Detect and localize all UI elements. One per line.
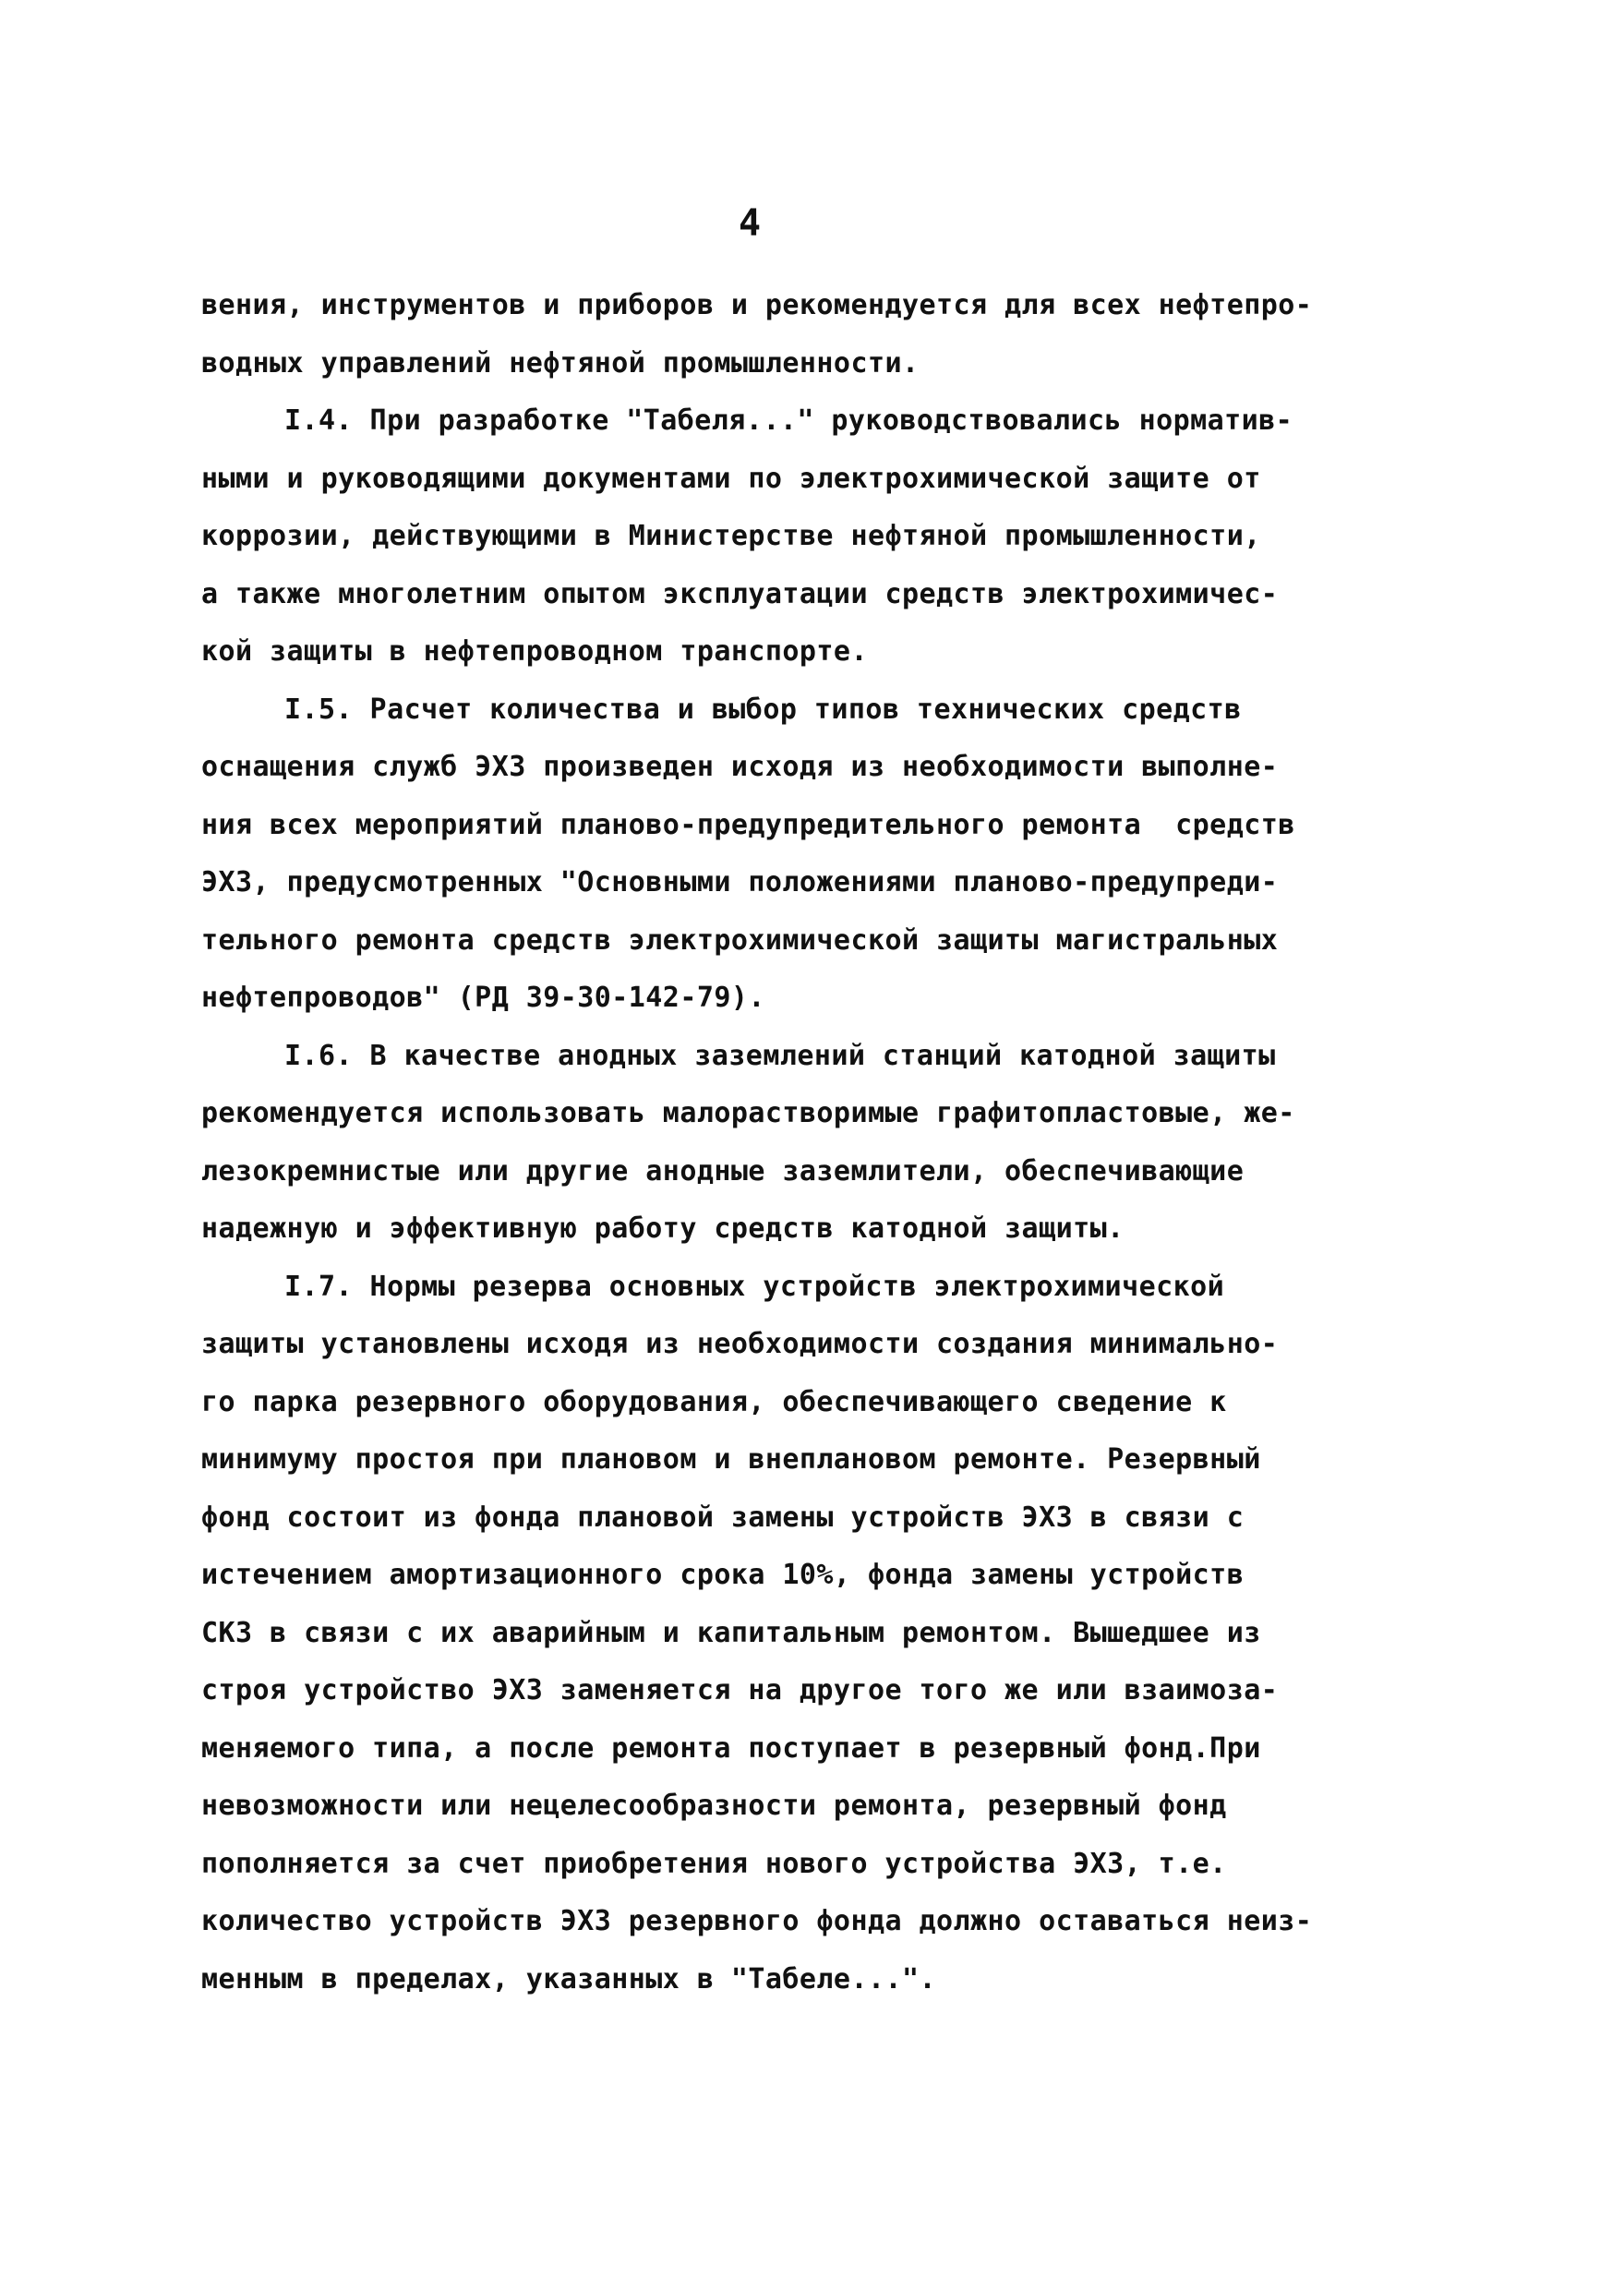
text-line: истечением амортизационного срока 10%, фонда замены устройств: [201, 1559, 1245, 1591]
paragraph-1-7-start: I.7. Нормы резерва основных устройств электрохимической: [284, 1270, 1225, 1303]
text-line: нефтепроводов" (РД 39-30-142-79).: [201, 982, 765, 1014]
text-line: невозможности или нецелесообразности ремонта, резервный фонд: [201, 1790, 1227, 1822]
paragraph-1-4-start: I.4. При разработке "Табеля..." руководствовались норматив-: [284, 404, 1293, 437]
text-line: вения, инструментов и приборов и рекомендуется для всех нефтепро-: [201, 289, 1313, 321]
text-line: защиты установлены исходя из необходимости создания минимально-: [201, 1328, 1279, 1360]
text-line: меняемого типа, а после ремонта поступает в резервный фонд.При: [201, 1731, 1261, 1765]
text-line: ния всех мероприятий планово-предупредительного ремонта средств: [201, 808, 1295, 841]
text-line: СКЗ в связи с их аварийным и капитальным ремонтом. Вышедшее из: [201, 1616, 1261, 1649]
text-line: ЭХЗ, предусмотренных "Основными положениями планово-предупреди-: [201, 866, 1279, 898]
text-line: фонд состоит из фонда плановой замены устройств ЭХЗ в связи с: [201, 1501, 1245, 1534]
text-line: оснащения служб ЭХЗ произведен исходя из необходимости выполне-: [201, 751, 1279, 783]
text-line: водных управлений нефтяной промышленности.: [201, 346, 920, 380]
body-text: [201, 277, 1346, 2008]
text-line: го парка резервного оборудования, обеспечивающего сведение к: [201, 1385, 1227, 1418]
text-line: менным в пределах, указанных в "Табеле...".: [201, 1962, 936, 1996]
page-number: 4: [739, 202, 762, 245]
text-line: надежную и эффективную работу средств катодной защиты.: [201, 1212, 1125, 1245]
text-line: пополняется за счет приобретения нового устройства ЭХЗ, т.е.: [201, 1847, 1227, 1880]
paragraph-1-6-start: I.6. В качестве анодных заземлений станций катодной защиты: [284, 1039, 1276, 1072]
text-line: а также многолетним опытом эксплуатации средств электрохимичес-: [201, 577, 1279, 610]
text-line: минимуму простоя при плановом и внеплановом ремонте. Резервный: [201, 1443, 1261, 1476]
text-line: коррозии, действующими в Министерстве нефтяной промышленности,: [201, 520, 1261, 552]
text-line: строя устройство ЭХЗ заменяется на другое того же или взаимоза-: [201, 1674, 1279, 1706]
text-line: тельного ремонта средств электрохимической защиты магистральных: [201, 923, 1279, 957]
text-line: количество устройств ЭХЗ резервного фонда должно оставаться неиз-: [201, 1905, 1313, 1937]
text-line: ными и руководящими документами по электрохимической защите от: [201, 462, 1261, 495]
text-line: кой защиты в нефтепроводном транспорте.: [201, 635, 868, 668]
text-line: лезокремнистые или другие анодные заземлители, обеспечивающие: [201, 1154, 1245, 1188]
paragraph-1-5-start: I.5. Расчет количества и выбор типов технических средств: [284, 693, 1242, 726]
text-line: рекомендуется использовать малорастворимые графитопластовые, же-: [201, 1097, 1295, 1129]
